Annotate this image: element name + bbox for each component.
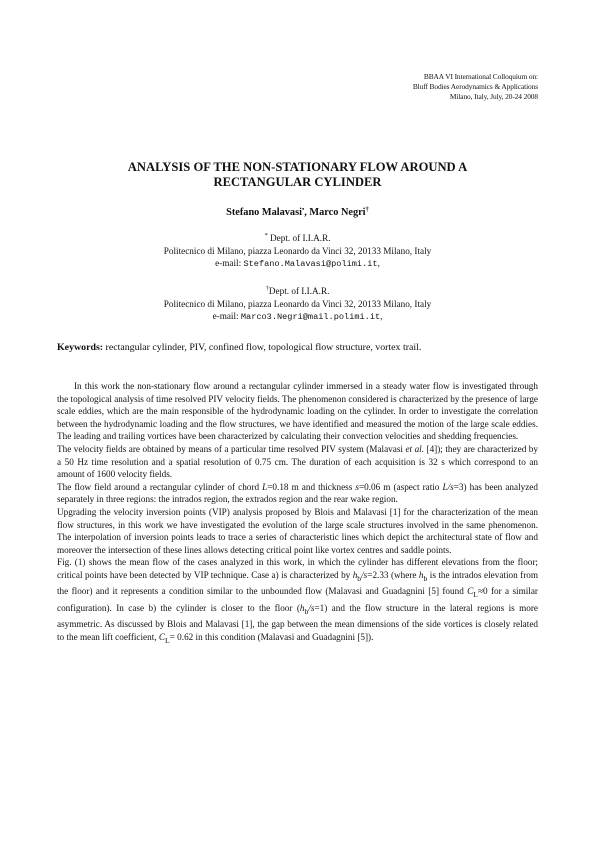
title-line-2: RECTANGULAR CYLINDER [213,175,382,190]
header-line-1: BBAA VI International Colloquium on: [423,72,538,81]
affiliation-email-line: e-mail: Stefano.Malavasi@polimi.it, [215,258,380,270]
email-address[interactable]: Marco3.Negri@mail.polimi.it [240,312,381,323]
author-separator: , [304,207,310,218]
affiliation-address: Politecnico di Milano, piazza Leonardo da Vinci 32, 20133 Milano, Italy [163,245,432,256]
keywords [57,341,537,354]
author-name: Stefano Malavasi [226,207,302,218]
body-text [57,380,538,647]
affiliation-dept: * Dept. of I.I.A.R. [264,232,331,243]
paper-title [60,160,535,191]
affiliation-address: Politecnico di Milano, piazza Leonardo da Vinci 32, 20133 Milano, Italy [163,298,432,309]
author-mark: † [365,206,369,213]
paragraph: The flow field around a rectangular cylinder of chord L=0.18 m and thickness s=0.06 m (aspect ratio L/s=3) has been analyzed separately in three regions: the intrados region, the extrados region and the rear wake region. [57,481,538,505]
affiliation-email-line: e-mail: Marco3.Negri@mail.polimi.it, [212,311,383,323]
author-name: Marco Negri [309,207,366,218]
paragraph: The velocity fields are obtained by means of a particular time resolved PIV system (Malavasi et al. [4]); they are characterized by a 50 Hz time resolution and a spatial resolution of 0.75 cm. The duration of each acquisition is 32 s which correspond to an amount of 1600 velocity fields. [57,443,538,480]
author-mark: • [301,206,305,213]
email-address[interactable]: Stefano.Malavasi@polimi.it [243,259,378,270]
affiliation-mark: † [265,285,269,292]
paragraph: Fig. (1) shows the mean flow of the cases analyzed in this work, in which the cylinder has different elevations from the floor; critical points have been detected by VIP technique. Case a) is characterized by $h_b/s=2.33$ (where $h_b$ is the intrados elevation from the floor) and it represents a condition similar to the unbounded flow (Malavasi and Guadagnini [5] found $C_L\approx 0$ for a similar configuration). In case b) the cylinder is closer to the floor $(h_b/s=1)$ and the flow structure in the lateral regions is more asymmetric. As discussed by Blois and Malavasi [1], the gap between the mean dimensions of the side vortices is closely related to the mean lift coefficient, $C_L= 0.62$ in this condition (Malavasi and Guadagnini [5]). [57,557,538,645]
header-line-3: Milano, Italy, July, 20-24 2008 [449,92,538,102]
keywords-label: Keywords: [57,342,104,353]
affiliation-dept: †Dept. of I.I.A.R. [265,285,330,296]
affiliation-mark: * [264,232,268,239]
keywords-text: rectangular cylinder, PIV, confined flow, topological flow structure, vortex trail. [103,342,422,353]
affiliation [60,232,535,271]
email-label: e-mail: [215,258,244,269]
author-list [60,206,535,219]
title-line-1: ANALYSIS OF THE NON-STATIONARY FLOW AROUND A [127,160,468,174]
affiliation [60,285,535,324]
email-label: e-mail: [212,311,241,322]
header-line-2: Bluff Bodies Aerodynamics & Applications [412,82,538,92]
running-header [278,72,538,103]
paragraph: In this work the non-stationary flow around a rectangular cylinder immersed in a steady water flow is investigated through the topological analysis of time resolved PIV velocity fields. The phenomenon considered is characterized by the presence of large scale eddies, which are the main responsible of the hydrodynamic loading on the cylinder. In order to investigate the correlation between the hydrodynamic loading and the flow structures, we have identified and measured the motion of the large scale eddies. The leading and trailing vortices have been characterized by calculating their convection velocities and shedding frequencies. [57,381,538,442]
paragraph: Upgrading the velocity inversion points (VIP) analysis proposed by Blois and Malavasi [1] for the characterization of the mean flow structures, in this work we have investigated the evolution of the large scale structures involved in the same phenomenon. The interpolation of inversion points leads to trace a series of characteristic lines which depict the architectural state of flow and moreover the intersection of these lines allows detecting critical point like vortex centres and saddle points. [57,506,538,555]
